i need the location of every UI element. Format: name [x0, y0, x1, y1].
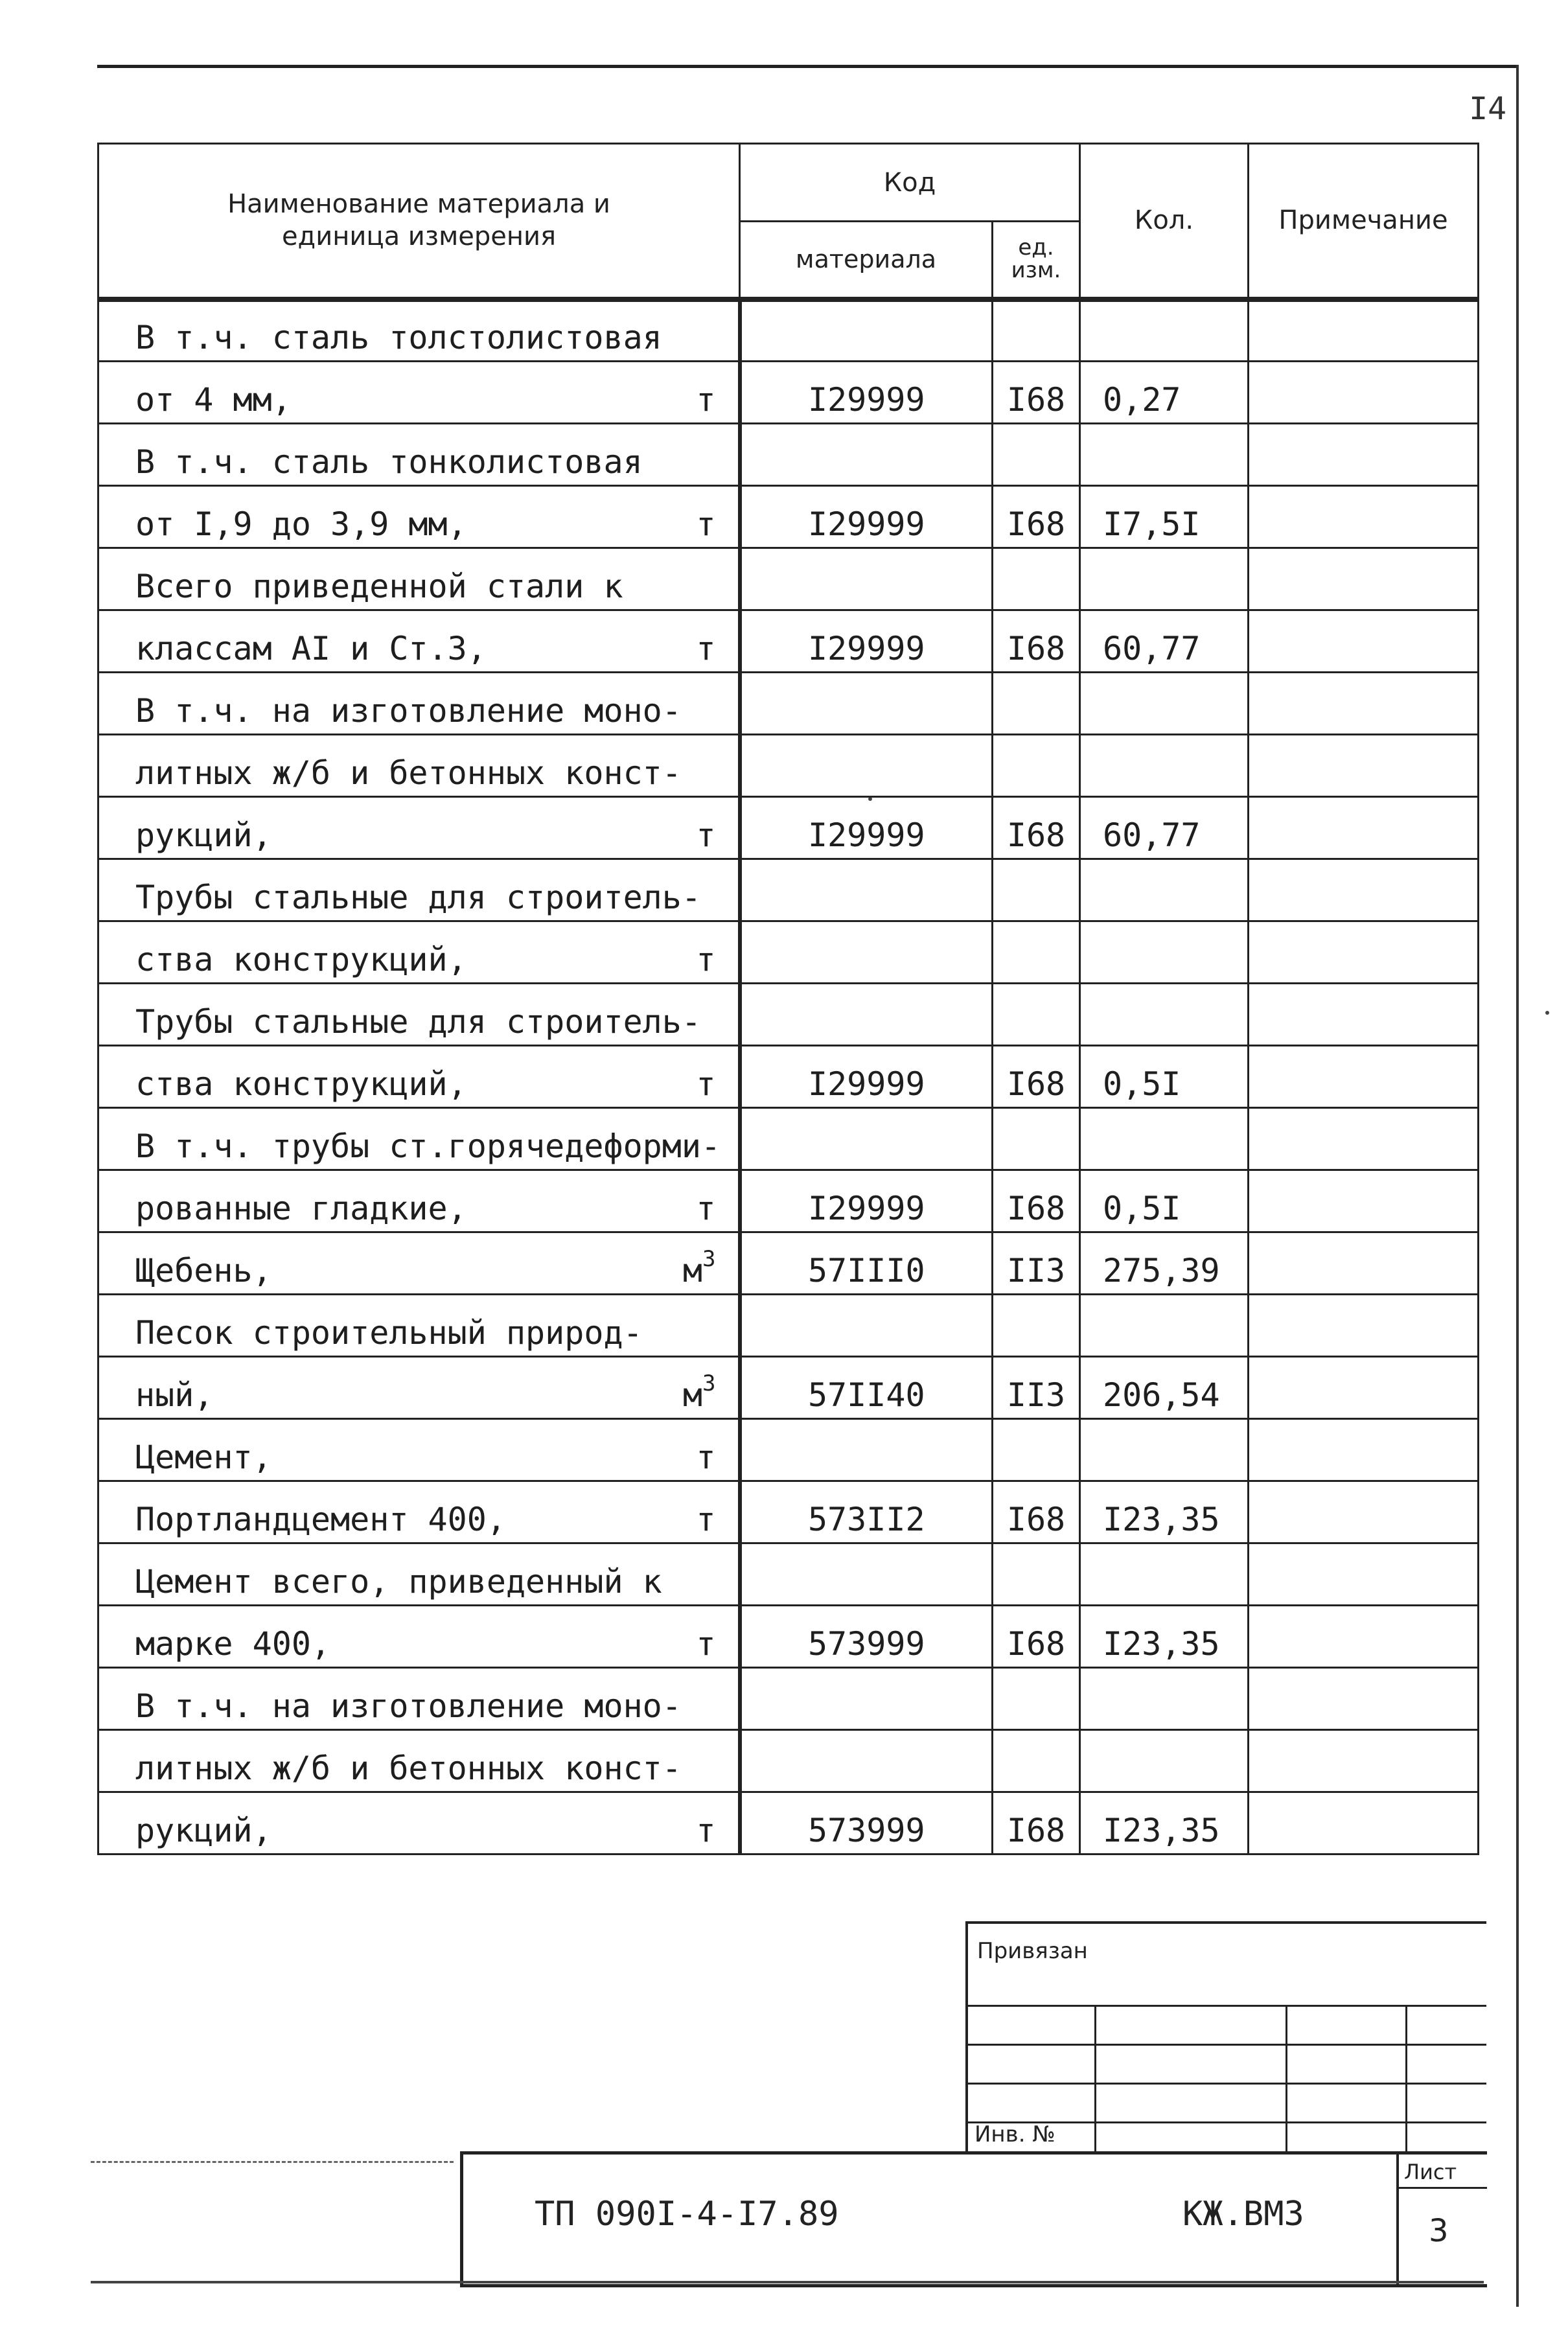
- frame-right-line: [1516, 65, 1519, 2307]
- quantity-cell: [1080, 921, 1249, 984]
- unit-code-cell: I68: [993, 610, 1080, 673]
- note-cell: [1249, 1046, 1479, 1108]
- material-name-cell: [98, 1792, 740, 1854]
- note-cell: [1249, 1232, 1479, 1295]
- material-unit: [696, 630, 715, 667]
- unit-code-cell: [993, 921, 1080, 984]
- unit-code-cell: [993, 548, 1080, 610]
- page-number: I4: [1469, 91, 1506, 127]
- note-cell: [1249, 1606, 1479, 1668]
- material-name: В т.ч. сталь толстолистовая: [135, 319, 662, 356]
- unit-code-cell: [993, 1419, 1080, 1481]
- note-cell: [1249, 1668, 1479, 1730]
- note-cell: [1249, 424, 1479, 486]
- material-name-cell: [98, 486, 740, 548]
- header-code: Код: [740, 144, 1080, 222]
- material-name: В т.ч. на изготовление моно-: [135, 1687, 682, 1725]
- material-name-cell: [98, 1543, 740, 1606]
- table-row: [98, 1792, 1479, 1854]
- unit-code-cell: II3: [993, 1357, 1080, 1419]
- unit-code-cell: [993, 299, 1080, 362]
- material-code-cell: 573999: [740, 1792, 993, 1854]
- quantity-cell: [1080, 1668, 1249, 1730]
- unit-code-cell: II3: [993, 1232, 1080, 1295]
- table-row: [98, 548, 1479, 610]
- quantity-cell: [1080, 735, 1249, 797]
- material-name: Трубы стальные для строитель-: [135, 1003, 701, 1041]
- unit-code-cell: [993, 673, 1080, 735]
- material-code-cell: I29999: [740, 362, 993, 424]
- material-code-cell: 57II40: [740, 1357, 993, 1419]
- material-unit: [696, 1190, 715, 1227]
- material-name: Песок строительный природ-: [135, 1314, 643, 1352]
- note-cell: [1249, 299, 1479, 362]
- unit-code-cell: [993, 735, 1080, 797]
- unit-text: т: [696, 1439, 716, 1476]
- note-cell: [1249, 1543, 1479, 1606]
- unit-code-cell: I68: [993, 486, 1080, 548]
- material-name-cell: [98, 362, 740, 424]
- table-header: [98, 144, 1479, 299]
- material-code-cell: [740, 548, 993, 610]
- table-row: [98, 1730, 1479, 1792]
- quantity-cell: [1080, 984, 1249, 1046]
- quantity-cell: [1080, 548, 1249, 610]
- unit-text: м: [682, 1376, 703, 1414]
- table-row: [98, 486, 1479, 548]
- title-block: [460, 2151, 1487, 2287]
- table-row: [98, 921, 1479, 984]
- material-name-cell: [98, 1108, 740, 1170]
- material-code-cell: [740, 673, 993, 735]
- material-name-cell: [98, 1170, 740, 1232]
- unit-text: т: [696, 816, 716, 854]
- material-name: марке 400,: [135, 1625, 331, 1663]
- note-cell: [1249, 362, 1479, 424]
- material-name-cell: [98, 548, 740, 610]
- header-quantity: Кол.: [1080, 144, 1249, 299]
- quantity-cell: [1080, 859, 1249, 921]
- bound-label: Привязан: [977, 1938, 1088, 1964]
- note-cell: [1249, 1170, 1479, 1232]
- note-cell: [1249, 921, 1479, 984]
- material-code-cell: [740, 1730, 993, 1792]
- table-row: [98, 610, 1479, 673]
- stamp-divider: [1405, 2005, 1407, 2154]
- material-unit: [696, 1065, 715, 1103]
- unit-text: т: [696, 381, 716, 419]
- note-cell: [1249, 1295, 1479, 1357]
- material-code-cell: [740, 1295, 993, 1357]
- binding-stamp: [965, 1921, 1486, 2154]
- header-unit-code: ед. изм.: [993, 222, 1080, 299]
- unit-code-cell: [993, 424, 1080, 486]
- material-name: литных ж/б и бетонных конст-: [135, 1750, 682, 1787]
- unit-superscript: 3: [702, 1246, 716, 1272]
- unit-code-cell: [993, 1730, 1080, 1792]
- note-cell: [1249, 548, 1479, 610]
- material-name: Цемент,: [135, 1439, 272, 1476]
- quantity-cell: [1080, 1295, 1249, 1357]
- quantity-cell: 206,54: [1080, 1357, 1249, 1419]
- unit-code-cell: I68: [993, 1170, 1080, 1232]
- material-code-cell: 57III0: [740, 1232, 993, 1295]
- material-name: Щебень,: [135, 1252, 272, 1289]
- material-name: В т.ч. сталь тонколистовая: [135, 443, 643, 481]
- unit-code-cell: I68: [993, 1481, 1080, 1543]
- header-note: Примечание: [1249, 144, 1479, 299]
- material-name: В т.ч. трубы ст.горячедеформи-: [135, 1127, 721, 1165]
- unit-code-cell: [993, 859, 1080, 921]
- unit-code-cell: I68: [993, 1606, 1080, 1668]
- material-code-cell: I29999: [740, 610, 993, 673]
- unit-code-cell: [993, 984, 1080, 1046]
- material-name: ства конструкций,: [135, 1065, 467, 1103]
- material-name-cell: [98, 1046, 740, 1108]
- quantity-cell: [1080, 673, 1249, 735]
- unit-superscript: 3: [702, 1370, 716, 1396]
- unit-text: т: [696, 941, 716, 978]
- unit-text: т: [696, 630, 716, 667]
- material-code-cell: [740, 1419, 993, 1481]
- stamp-divider: [968, 2083, 1486, 2085]
- stamp-divider: [1094, 2005, 1096, 2154]
- quantity-cell: I7,5I: [1080, 486, 1249, 548]
- material-name: Всего приведенной стали к: [135, 568, 623, 605]
- quantity-cell: I23,35: [1080, 1792, 1249, 1854]
- table-row: [98, 1481, 1479, 1543]
- material-unit: [696, 505, 715, 543]
- table-row: [98, 1419, 1479, 1481]
- title-divider: [1396, 2155, 1399, 2284]
- material-name: Трубы стальные для строитель-: [135, 879, 701, 916]
- material-name-cell: [98, 1419, 740, 1481]
- table-row: [98, 1232, 1479, 1295]
- quantity-cell: I23,35: [1080, 1606, 1249, 1668]
- unit-text: т: [696, 1812, 716, 1849]
- quantity-cell: [1080, 1419, 1249, 1481]
- note-cell: [1249, 610, 1479, 673]
- material-unit: [682, 1246, 716, 1289]
- note-cell: [1249, 1730, 1479, 1792]
- unit-code-cell: [993, 1543, 1080, 1606]
- quantity-cell: 275,39: [1080, 1232, 1249, 1295]
- note-cell: [1249, 859, 1479, 921]
- material-name: рукций,: [135, 816, 272, 854]
- unit-code-cell: [993, 1668, 1080, 1730]
- material-name-cell: [98, 859, 740, 921]
- material-code-cell: I29999: [740, 1046, 993, 1108]
- material-code-cell: [740, 1668, 993, 1730]
- table-row: [98, 299, 1479, 362]
- materials-table: [97, 143, 1479, 1855]
- table-row: [98, 424, 1479, 486]
- unit-text: т: [696, 1625, 716, 1663]
- material-name: рованные гладкие,: [135, 1190, 467, 1227]
- unit-code-cell: I68: [993, 1046, 1080, 1108]
- quantity-cell: [1080, 1108, 1249, 1170]
- material-name: Цемент всего, приведенный к: [135, 1563, 662, 1600]
- material-name-cell: [98, 1668, 740, 1730]
- material-name: литных ж/б и бетонных конст-: [135, 754, 682, 792]
- table-row: [98, 362, 1479, 424]
- material-code-cell: [740, 299, 993, 362]
- table-row: [98, 1357, 1479, 1419]
- table-row: [98, 1606, 1479, 1668]
- note-cell: [1249, 1108, 1479, 1170]
- project-code: ТП 090I-4-I7.89: [535, 2195, 839, 2234]
- table-row: [98, 1295, 1479, 1357]
- table-row: [98, 1108, 1479, 1170]
- material-name: классам AI и Ст.3,: [135, 630, 487, 667]
- material-unit: [696, 1439, 715, 1476]
- quantity-cell: I23,35: [1080, 1481, 1249, 1543]
- title-divider: [1396, 2187, 1487, 2189]
- table-row: [98, 735, 1479, 797]
- note-cell: [1249, 1357, 1479, 1419]
- material-name: ства конструкций,: [135, 941, 467, 978]
- material-name: рукций,: [135, 1812, 272, 1849]
- material-code-cell: 573999: [740, 1606, 993, 1668]
- material-name: от I,9 до 3,9 мм,: [135, 505, 467, 543]
- stamp-divider: [1286, 2005, 1287, 2154]
- header-material-code: материала: [740, 222, 993, 299]
- stamp-divider: [968, 2005, 1486, 2007]
- table-row: [98, 859, 1479, 921]
- quantity-cell: 0,5I: [1080, 1170, 1249, 1232]
- stamp-divider: [968, 2044, 1486, 2046]
- dash-line: [91, 2161, 454, 2163]
- bottom-line: [91, 2281, 1484, 2283]
- material-name-cell: [98, 1730, 740, 1792]
- material-code-cell: I29999: [740, 797, 993, 859]
- material-code-cell: I29999: [740, 486, 993, 548]
- quantity-cell: [1080, 1543, 1249, 1606]
- unit-text: м: [682, 1252, 703, 1289]
- material-name: ный,: [135, 1376, 214, 1414]
- material-unit: [696, 1812, 715, 1849]
- quantity-cell: [1080, 424, 1249, 486]
- header-name: Наименование материала и единица измерения: [98, 144, 740, 299]
- unit-code-cell: [993, 1295, 1080, 1357]
- material-name-cell: [98, 673, 740, 735]
- material-name-cell: [98, 735, 740, 797]
- note-cell: [1249, 1419, 1479, 1481]
- material-name-cell: [98, 1232, 740, 1295]
- unit-code-cell: I68: [993, 1792, 1080, 1854]
- drawing-code: КЖ.ВМ3: [1182, 2195, 1304, 2234]
- table-body: [98, 299, 1479, 1854]
- material-unit: [696, 941, 715, 978]
- material-unit: [696, 1625, 715, 1663]
- table-row: [98, 984, 1479, 1046]
- material-code-cell: [740, 735, 993, 797]
- material-unit: [696, 381, 715, 419]
- material-unit: [696, 1501, 715, 1538]
- scan-dot: [1545, 1011, 1549, 1015]
- note-cell: [1249, 673, 1479, 735]
- material-code-cell: [740, 984, 993, 1046]
- note-cell: [1249, 797, 1479, 859]
- table-row: [98, 673, 1479, 735]
- sheet-value: 3: [1429, 2213, 1449, 2249]
- quantity-cell: 60,77: [1080, 797, 1249, 859]
- sheet-label: Лист: [1404, 2160, 1457, 2184]
- quantity-cell: [1080, 299, 1249, 362]
- quantity-cell: [1080, 1730, 1249, 1792]
- unit-text: т: [696, 505, 716, 543]
- unit-text: т: [696, 1065, 716, 1103]
- unit-text: т: [696, 1190, 716, 1227]
- material-code-cell: 573II2: [740, 1481, 993, 1543]
- material-code-cell: [740, 859, 993, 921]
- table-row: [98, 1170, 1479, 1232]
- note-cell: [1249, 735, 1479, 797]
- material-name-cell: [98, 610, 740, 673]
- unit-code-cell: I68: [993, 362, 1080, 424]
- material-code-cell: I29999: [740, 1170, 993, 1232]
- material-unit: [696, 816, 715, 854]
- note-cell: [1249, 486, 1479, 548]
- note-cell: [1249, 1792, 1479, 1854]
- material-code-cell: [740, 424, 993, 486]
- unit-code-cell: [993, 1108, 1080, 1170]
- table-row: [98, 1668, 1479, 1730]
- inv-label: Инв. №: [974, 2121, 1055, 2147]
- unit-text: т: [696, 1501, 716, 1538]
- unit-code-cell: I68: [993, 797, 1080, 859]
- material-name-cell: [98, 921, 740, 984]
- material-name-cell: [98, 1606, 740, 1668]
- table-row: [98, 797, 1479, 859]
- note-cell: [1249, 1481, 1479, 1543]
- material-code-cell: [740, 921, 993, 984]
- note-cell: [1249, 984, 1479, 1046]
- quantity-cell: 0,27: [1080, 362, 1249, 424]
- table-row: [98, 1543, 1479, 1606]
- material-name-cell: [98, 1295, 740, 1357]
- frame-top-line: [97, 65, 1516, 68]
- material-name-cell: [98, 1357, 740, 1419]
- material-unit: [682, 1370, 716, 1414]
- material-code-cell: [740, 1543, 993, 1606]
- material-name-cell: [98, 797, 740, 859]
- material-name-cell: [98, 1481, 740, 1543]
- quantity-cell: 60,77: [1080, 610, 1249, 673]
- table-row: [98, 1046, 1479, 1108]
- material-name-cell: [98, 299, 740, 362]
- quantity-cell: 0,5I: [1080, 1046, 1249, 1108]
- material-name: от 4 мм,: [135, 381, 292, 419]
- material-name: В т.ч. на изготовление моно-: [135, 692, 682, 730]
- material-code-cell: [740, 1108, 993, 1170]
- material-name-cell: [98, 424, 740, 486]
- material-name-cell: [98, 984, 740, 1046]
- material-name: Портландцемент 400,: [135, 1501, 506, 1538]
